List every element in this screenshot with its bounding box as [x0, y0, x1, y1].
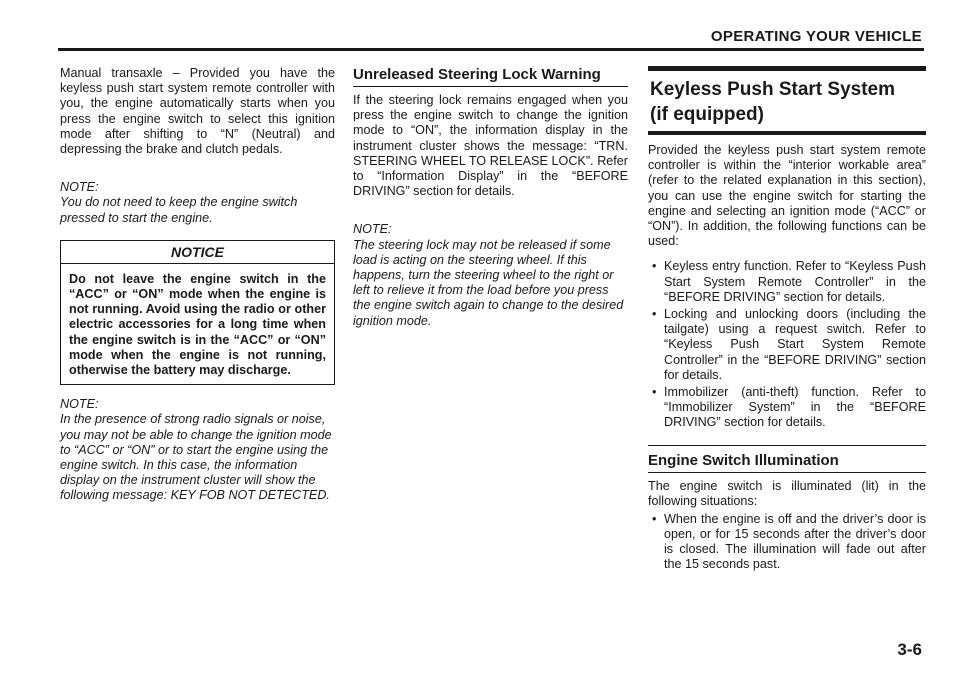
note-text: You do not need to keep the engine switch pressed to start the engine. [60, 195, 298, 225]
section-title: OPERATING YOUR VEHICLE [710, 28, 922, 45]
list-item: • Immobilizer (anti-theft) function. Refer to “Immobilizer System” in the “BEFORE DRIVING” section for details. [648, 385, 926, 431]
note-label: NOTE: [60, 180, 99, 195]
header-divider [58, 48, 924, 51]
illumination-list [648, 512, 926, 573]
function-list [648, 259, 926, 430]
list-item: • When the engine is off and the driver’s door is open, or for 15 seconds after the driver’s door is closed. The illumination will fade out after the 15 seconds past. [648, 512, 926, 573]
column-middle [353, 66, 628, 329]
list-item: • Locking and unlocking doors (including the tailgate) using a request switch. Refer to “Keyless Push Start System Remote Controller” in the “BEFORE DRIVING” section for details. [648, 307, 926, 383]
column-left [60, 66, 335, 504]
engine-switch-illumination-heading: Engine Switch Illumination [648, 446, 926, 473]
note-label: NOTE: [60, 397, 99, 412]
note-label: NOTE: [353, 222, 392, 237]
heading-rule-bottom [648, 131, 926, 135]
note-text: The steering lock may not be released if some load is acting on the steering wheel. If this happens, turn the steering wheel to the right or left to relieve it from the load before you press the engine switch again to change to the desired ignition mode. [353, 237, 624, 328]
keyless-push-start-heading [648, 71, 926, 131]
column-right [648, 66, 926, 586]
steering-lock-paragraph: If the steering lock remains engaged when you press the engine switch to change the ignition mode to “ON”, the information display in the instrument cluster shows the message: “TRN. STEERING WHEEL TO RELEASE LOCK”. Refer to “Information Display” in the “BEFORE DRIVING” section for details. [353, 93, 628, 199]
heading-line: Keyless Push Start System [650, 79, 896, 100]
note-text: In the presence of strong radio signals or noise, you may not be able to change the ignition mode to “ACC” or “ON” or to start the engine using the engine switch. In this case, the information display on the instrument cluster will show the following message: KEY FOB NOT DETECTED. [60, 412, 332, 503]
manual-transaxle-paragraph: Manual transaxle – Provided you have the keyless push start system remote controller with you, the engine automatically starts when you press the engine switch to select this ignition mode after shifting to “N” (Neutral) and depressing the brake and clutch pedals. [60, 66, 335, 157]
list-item: • Keyless entry function. Refer to “Keyless Push Start System Remote Controller” in the “BEFORE DRIVING” section for details. [648, 259, 926, 305]
notice-box [60, 240, 335, 385]
heading-line: (if equipped) [650, 104, 764, 125]
steering-lock-heading: Unreleased Steering Lock Warning [353, 66, 628, 87]
keyless-intro-paragraph: Provided the keyless push start system remote controller is within the “interior workable area” (refer to the related explanation in this section), you can use the engine switch for starting the engine and selecting an ignition mode (“ACC” or “ON”). In addition, the following functions can be used: [648, 143, 926, 249]
illumination-paragraph: The engine switch is illuminated (lit) in the following situations: [648, 479, 926, 509]
notice-title: NOTICE [61, 241, 334, 264]
notice-text: Do not leave the engine switch in the “ACC” or “ON” mode when the engine is not running. Avoid using the radio or other electric accessories for a long time when the engine switch is in the “ACC” or “ON” mode when the engine is not running, otherwise the battery may discharge. [69, 271, 326, 378]
page-number: 3-6 [897, 640, 922, 659]
